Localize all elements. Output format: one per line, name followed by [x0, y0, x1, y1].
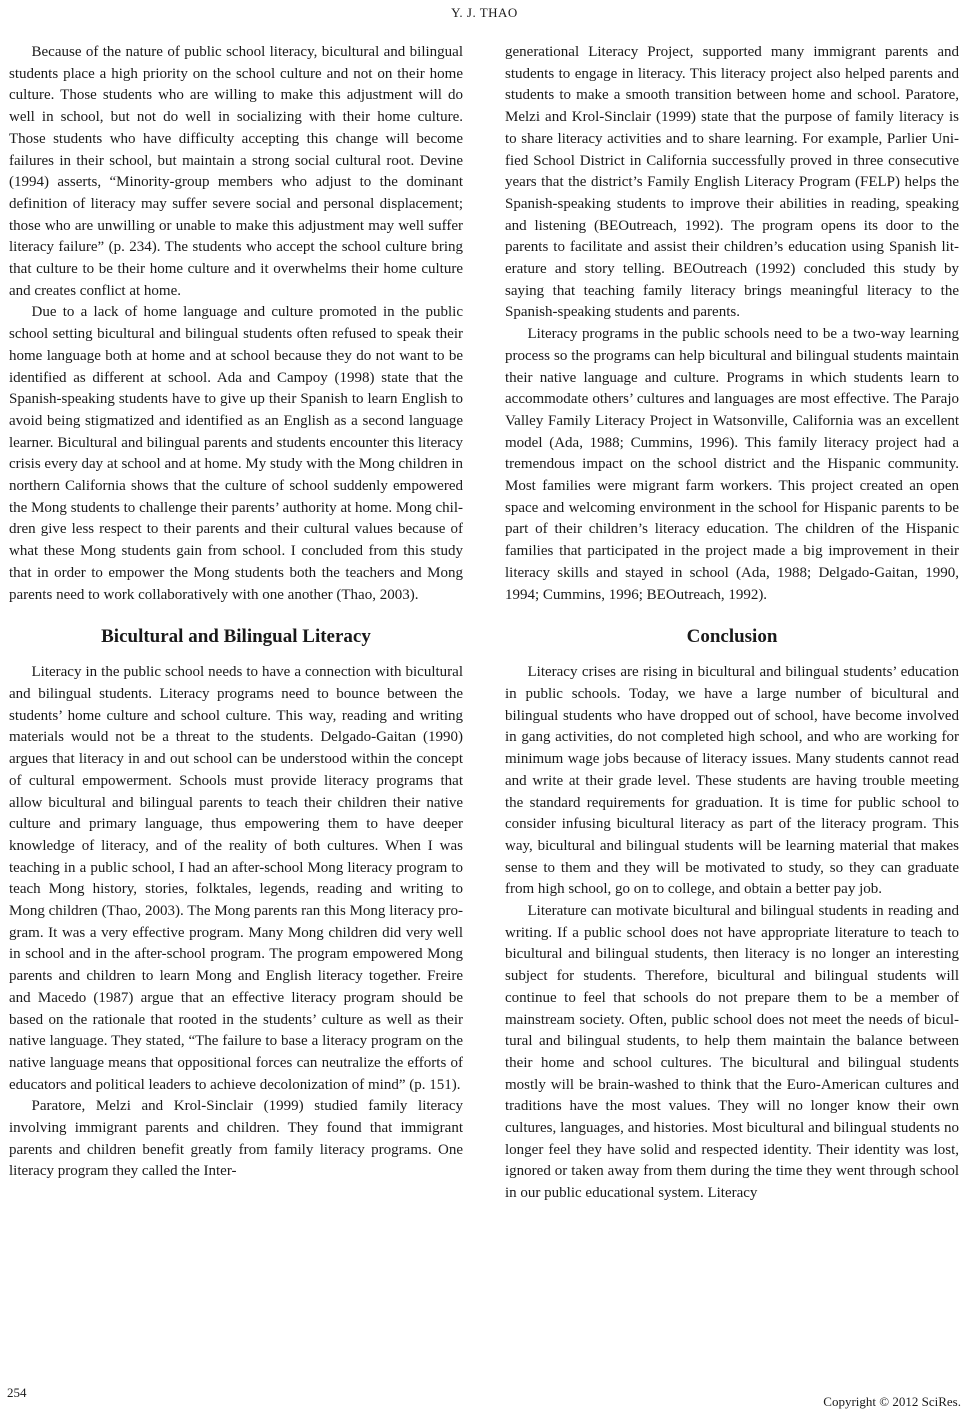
section-heading: Bicultural and Bilingual Literacy — [101, 626, 371, 648]
body-paragraph: Literacy crises are rising in bicultural and bilingual students’ education in public schools. Today, we have a large number of bicultural and bilingual students who have dropped out of school, have become involved in gang activities, do not completed high school, and who are working for minimum wage jobs because of literacy issues. Many students cannot read and write at their grade level. These students are having trouble meeting the standard requirements for graduation. It is time for public school to consider infusing bicultural literacy as part of the literacy program. This way, bicultural and bilingual students will be learning material that makes sense to them and they will be motivated to study, so they can graduate from high school, go on to college, and obtain a better pay job. — [505, 664, 959, 898]
running-head: Y. J. THAO — [451, 5, 518, 20]
section-heading: Conclusion — [686, 626, 778, 648]
right-column — [505, 42, 959, 1205]
body-paragraph: generational Literacy Project, supported many immigrant parents and students to engage in literacy. This literacy project also helped parents and students to make a smooth transition between home and school. Paratore, Melzi and Krol-Sinclair (1999) state that the purpose of family literacy is to share literacy activities and to share learning. For example, Parlier Unified School District in California successfully proved in three consecutive years that the district’s Family English Literacy Program (FELP) helps the Spanish-speaking students to improve their abilities in reading, speaking and listening (BEOutreach, 1992). The program opens its door to the parents to facilitate and assist their children’s education using Spanish literature and story telling. BEOutreach (1992) concluded this study by saying that teaching family literacy brings meaningful literacy to the Spanish-speaking students and parents. — [505, 44, 959, 321]
body-paragraph: Paratore, Melzi and Krol-Sinclair (1999) studied family literacy involving immigrant parents and children. They found that immigrant parents and children benefit greatly from family literacy programs. One literacy program they called the Inter- — [9, 1098, 463, 1180]
body-paragraph: Literature can motivate bicultural and bilingual students in reading and writing. If a public school does not have appropriate literature to teach to bicultural and bilingual students, then literacy is no longer an interesting subject for students. Therefore, bicultural and bilingual students will continue to feel that schools do not prepare them to be a member of mainstream society. Often, public school does not meet the needs of bicultural and bilingual students, to help them maintain the balance between their home and school cultures. The bicultural and bilingual students mostly will be brain-washed to think that the Euro-American cultures and traditions have the most values. They will no longer know their own cultures, languages, and histories. Most bicultural and bilingual students no longer feel they have solid and respected identity. Their identity was lost, ignored or taken away from them during the time they went through school in our public educational system. Literacy — [505, 903, 959, 1202]
body-paragraph: Literacy in the public school needs to have a connection with bicultural and bilingual students. Literacy programs need to bounce between the students’ home culture and school culture. This way, reading and writing materials would not be a threat to the students. Delgado-Gaitan (1990) argues that literacy in and out school can be understood within the concept of cultural empowerment. Schools must provide literacy programs that allow bicultural and bilingual parents to teach their children their native culture and primary language, thus empowering them to have deeper knowledge of literacy, and of the reality of both cultures. When I was teaching in a public school, I had an after-school Mong literacy program to teach Mong history, stories, folktales, legends, reading and writing to Mong children (Thao, 2003). The Mong parents ran this Mong literacy program. It was a very effective program. Many Mong children did very well in school and in the after-school program. The program empowered Mong parents and children to learn Mong and English literacy together. Freire and Macedo (1987) argue that an effective literacy program should be based on the rationale that rooted in the students’ culture as well as their native language. They stated, “The failure to base a literacy program on the native language means that oppositional forces can neutralize the efforts of educators and political leaders to achieve decolonization of mind” (p. 151). — [9, 664, 463, 1093]
copyright-notice: Copyright © 2012 SciRes. — [823, 1394, 961, 1409]
body-paragraph: Due to a lack of home language and culture promoted in the public school setting bicultural and bilingual students often refused to speak their home language both at home and at school because they do not want to be identified as different at school. Ada and Campoy (1998) state that the Spanish-speaking students have to give up their Spanish to learn English to avoid being stigmatized and identified as an English as a second language learner. Bicultural and bilingual parents and students encounter this literacy crisis every day at school and at home. My study with the Mong children in northern California shows that the culture of school suddenly empowered the Mong students to challenge their parents’ authority at home. Mong children give less respect to their parents and their cultural values because of what these Mong students gain from school. I concluded from this study that in order to empower the Mong students both the teachers and Mong parents need to work collaboratively with one another (Thao, 2003). — [9, 304, 463, 603]
body-paragraph: Because of the nature of public school literacy, bicultural and bilingual students place a high priority on the school culture and not on their home culture. Those students who are willing to make this adjustment will do well in school, but not do well in socializing with their home culture. Those students who have difficulty accepting this change will become failures in their school, but maintain a strong social cultural root. Devine (1994) asserts, “Minority-group members who adjust to the dominant definition of literacy may suffer severe social and personal displacement; those who are unwilling or unable to make this adjustment may well suffer literacy failure” (p. 234). The students who accept the school culture bring that culture to be their home culture and it overwhelms their home culture and creates conflict at home. — [9, 44, 463, 299]
left-column — [9, 42, 463, 1183]
page-number: 254 — [7, 1385, 27, 1400]
body-paragraph: Literacy programs in the public schools need to be a two-way learning process so the programs can help bicultural and bilingual students maintain their native language and culture. Programs in which students learn to accommodate others’ cultures and languages are most effective. The Parajo Valley Family Literacy Project in Watsonville, California was an excellent model (Ada, 1988; Cummins, 1996). This family literacy project had a tremendous impact on the school district and the Hispanic community. Most families were migrant farm workers. This project created an open space and welcoming environment in the school for Hispanic parents to be part of their children’s literacy education. The children of the Hispanic families that participated in the project made a big improvement in their literacy skills and stayed in school (Ada, 1988; Delgado-Gaitan, 1990, 1994; Cummins, 1996; BEOutreach, 1992). — [505, 326, 959, 603]
